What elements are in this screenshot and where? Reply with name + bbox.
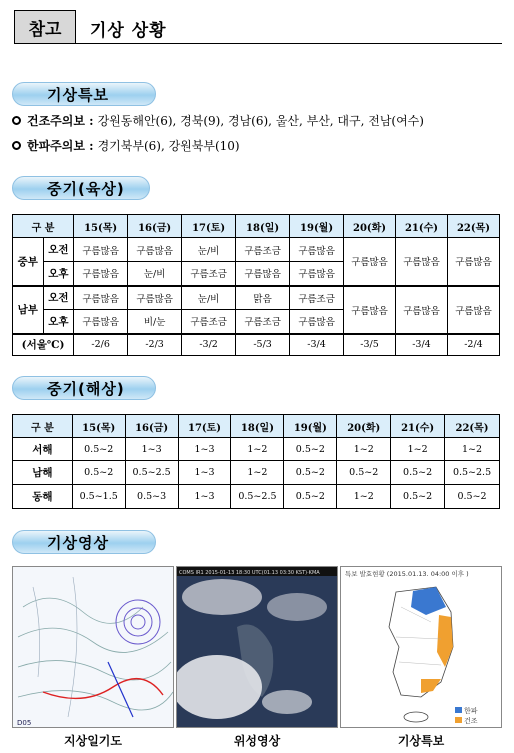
sea-label: 남해 xyxy=(13,461,73,485)
table-cell: -2/4 xyxy=(447,334,499,356)
satellite-header-label: COMS IR1 2015-01-13 18:30 UTC(01.13 03:30 KST)·KMA xyxy=(179,570,320,576)
warning-label: 건조주의보 : xyxy=(27,114,94,128)
image-caption: 기상특보 xyxy=(397,734,445,748)
legend-dry-label: 건조 xyxy=(464,717,478,725)
image-strip xyxy=(12,566,502,750)
warning-text: 강원동해안(6), 경북(9), 경남(6), 울산, 부산, 대구, 전남(여수) xyxy=(97,114,424,128)
day-header: 22(목) xyxy=(447,215,499,238)
surface-chart-graphic xyxy=(13,567,174,728)
table-cell: 0.5~3 xyxy=(125,485,178,509)
day-header: 15(목) xyxy=(72,415,125,438)
table-cell: -5/3 xyxy=(236,334,290,356)
table-cell: 구름많음 xyxy=(74,310,128,334)
warning-map-image xyxy=(340,566,502,728)
table-cell: 0.5~2.5 xyxy=(231,485,284,509)
page-header xyxy=(14,10,502,46)
day-header: 18(일) xyxy=(231,415,284,438)
table-cell: 구름많음 xyxy=(290,262,344,286)
table-cell: 0.5~2 xyxy=(284,461,337,485)
table-row xyxy=(13,238,500,262)
table-cell: 1~3 xyxy=(125,438,178,461)
warning-text: 경기북부(6), 강원북부(10) xyxy=(97,139,240,153)
table-cell: 구름조금 xyxy=(182,262,236,286)
table-row xyxy=(13,334,500,356)
table-cell: 구름많음 xyxy=(447,286,499,334)
table-cell: 구름많음 xyxy=(74,286,128,310)
day-header: 19(월) xyxy=(290,215,344,238)
table-cell: 눈/비 xyxy=(182,238,236,262)
day-header: 18(일) xyxy=(236,215,290,238)
table-header-row xyxy=(13,215,500,238)
table-cell: 구름많음 xyxy=(236,262,290,286)
table-cell: 0.5~2 xyxy=(445,485,500,509)
region-label: 남부 xyxy=(13,286,44,334)
image-caption: 위성영상 xyxy=(233,734,281,748)
table-row xyxy=(13,461,500,485)
table-cell: 0.5~2.5 xyxy=(445,461,500,485)
period-label: 오후 xyxy=(43,310,74,334)
table-cell: 1~2 xyxy=(445,438,500,461)
table-cell: 구름많음 xyxy=(344,286,396,334)
day-header: 17(토) xyxy=(178,415,231,438)
table-cell: 구름많음 xyxy=(74,238,128,262)
warning-dry xyxy=(12,112,424,129)
table-cell: 구름많음 xyxy=(344,238,396,286)
table-cell: 구름많음 xyxy=(396,238,448,286)
table-cell: 1~3 xyxy=(178,438,231,461)
section-images-header: 기상영상 xyxy=(12,530,156,554)
table-cell: 0.5~2 xyxy=(391,485,445,509)
temp-label: (서울℃) xyxy=(13,334,74,356)
day-header: 21(수) xyxy=(396,215,448,238)
table-cell: 0.5~2 xyxy=(391,461,445,485)
table-cell: 구름많음 xyxy=(396,286,448,334)
table-cell: 0.5~2 xyxy=(72,438,125,461)
day-header: 20(화) xyxy=(337,415,391,438)
day-header: 16(금) xyxy=(125,415,178,438)
section-land-header: 중기(육상) xyxy=(12,176,150,200)
table-cell: 0.5~2 xyxy=(72,461,125,485)
day-header: 22(목) xyxy=(445,415,500,438)
table-row xyxy=(13,485,500,509)
header-underline xyxy=(76,43,502,44)
table-cell: 1~2 xyxy=(391,438,445,461)
circle-bullet-icon xyxy=(12,116,21,125)
table-cell: -3/5 xyxy=(344,334,396,356)
region-label: 중부 xyxy=(13,238,44,286)
table-cell: 구름많음 xyxy=(290,310,344,334)
table-cell: 눈/비 xyxy=(182,286,236,310)
table-cell: 구름많음 xyxy=(74,262,128,286)
table-row xyxy=(13,438,500,461)
table-cell: 구름조금 xyxy=(290,286,344,310)
table-cell: 0.5~1.5 xyxy=(72,485,125,509)
day-header: 16(금) xyxy=(128,215,182,238)
section-sea-header: 중기(해상) xyxy=(12,376,156,400)
table-cell: 비/눈 xyxy=(128,310,182,334)
sea-label: 동해 xyxy=(13,485,73,509)
table-cell: 1~3 xyxy=(178,461,231,485)
table-cell: -3/4 xyxy=(290,334,344,356)
legend-cold-label: 한파 xyxy=(464,707,478,715)
page-title: 기상 상황 xyxy=(90,21,167,41)
warning-map-graphic xyxy=(341,567,502,728)
land-forecast-table xyxy=(12,214,500,356)
table-cell: 1~2 xyxy=(337,485,391,509)
table-cell: 0.5~2.5 xyxy=(125,461,178,485)
image-caption: 지상일기도 xyxy=(64,734,122,748)
table-cell: -2/3 xyxy=(128,334,182,356)
satellite-image xyxy=(176,566,338,728)
day-header: 21(수) xyxy=(391,415,445,438)
day-header: 15(목) xyxy=(74,215,128,238)
table-cell: -3/4 xyxy=(396,334,448,356)
table-corner: 구 분 xyxy=(13,215,74,238)
table-cell: 구름많음 xyxy=(128,286,182,310)
table-cell: 구름조금 xyxy=(236,310,290,334)
header-tag: 참고 xyxy=(14,10,76,44)
table-cell: 0.5~2 xyxy=(337,461,391,485)
table-cell: -2/6 xyxy=(74,334,128,356)
period-label: 오전 xyxy=(43,238,74,262)
table-cell: 구름조금 xyxy=(236,238,290,262)
table-cell: 구름많음 xyxy=(447,238,499,286)
map-header-label: 특보 발효현황 (2015.01.13. 04:00 이후 ) xyxy=(345,570,469,578)
surface-chart-image xyxy=(12,566,174,728)
table-cell: 구름조금 xyxy=(182,310,236,334)
table-row xyxy=(13,286,500,310)
table-cell: 1~2 xyxy=(231,461,284,485)
chart-corner-label: D05 xyxy=(17,719,32,727)
table-cell: 1~2 xyxy=(337,438,391,461)
day-header: 19(월) xyxy=(284,415,337,438)
table-cell: 1~3 xyxy=(178,485,231,509)
day-header: 17(토) xyxy=(182,215,236,238)
table-cell: 0.5~2 xyxy=(284,438,337,461)
period-label: 오전 xyxy=(43,286,74,310)
table-cell: 0.5~2 xyxy=(284,485,337,509)
table-cell: 구름많음 xyxy=(128,238,182,262)
warning-cold xyxy=(12,137,240,154)
table-header-row xyxy=(13,415,500,438)
table-cell: -3/2 xyxy=(182,334,236,356)
table-corner: 구 분 xyxy=(13,415,73,438)
section-warnings-header: 기상특보 xyxy=(12,82,156,106)
table-cell: 맑음 xyxy=(236,286,290,310)
sea-label: 서해 xyxy=(13,438,73,461)
circle-bullet-icon xyxy=(12,141,21,150)
warning-label: 한파주의보 : xyxy=(27,139,94,153)
day-header: 20(화) xyxy=(344,215,396,238)
table-cell: 눈/비 xyxy=(128,262,182,286)
table-cell: 1~2 xyxy=(231,438,284,461)
satellite-graphic xyxy=(177,567,338,728)
table-cell: 구름많음 xyxy=(290,238,344,262)
period-label: 오후 xyxy=(43,262,74,286)
sea-forecast-table xyxy=(12,414,500,509)
